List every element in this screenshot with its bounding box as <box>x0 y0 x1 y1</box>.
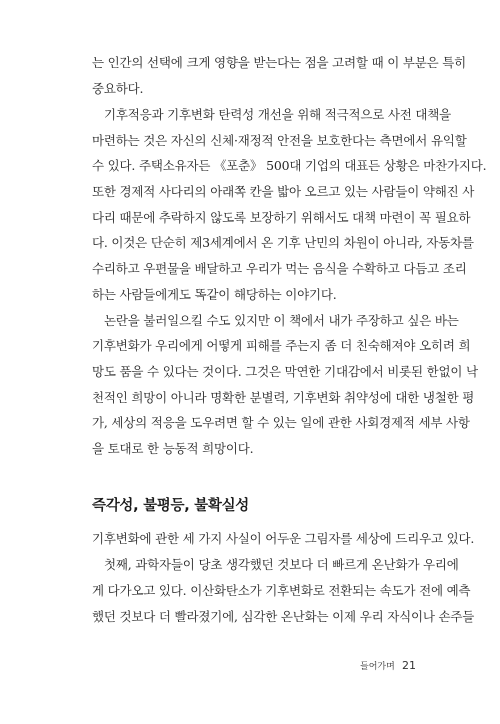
running-footer-chapter: 들어가며 <box>360 662 395 672</box>
body-line: 중요하다. <box>92 81 144 96</box>
section-line: 게 다가오고 있다. 이산화탄소가 기후변화로 전환되는 속도가 전에 예측 <box>92 583 471 598</box>
section-line: 했던 것보다 더 빨라졌기에, 심각한 온난화는 이제 우리 자식이나 손주들 <box>92 609 475 624</box>
page-number: 21 <box>402 659 416 672</box>
body-line: 는 인간의 선택에 크게 영향을 받는다는 점을 고려할 때 이 부분은 특히 <box>92 55 467 70</box>
body-line: 기후변화가 우리에게 어떻게 피해를 주는지 좀 더 친숙해져야 오히려 희 <box>92 338 471 353</box>
body-line: 마련하는 것은 자신의 신체·재정적 안전을 보호한다는 측면에서 유익할 <box>92 133 467 148</box>
body-line: 수리하고 우편물을 배달하고 우리가 먹는 음식을 수확하고 다듬고 조리 <box>92 261 467 276</box>
body-line: 가, 세상의 적응을 도우려면 할 수 있는 일에 관한 사회경제적 세부 사항 <box>92 415 470 430</box>
section-heading: 즉각성, 불평등, 불확실성 <box>92 498 249 514</box>
body-line: 기후적응과 기후변화 탄력성 개선을 위해 적극적으로 사전 대책을 <box>104 107 452 122</box>
body-line: 수 있다. 주택소유자든 《포춘》 500대 기업의 대표든 상황은 마찬가지다. <box>92 158 487 173</box>
body-line: 하는 사람들에게도 똑같이 해당하는 이야기다. <box>92 287 337 302</box>
body-line: 다리 때문에 추락하지 않도록 보장하기 위해서도 대책 마련이 꼭 필요하 <box>92 210 471 225</box>
body-line: 을 토대로 한 능동적 희망이다. <box>92 441 254 456</box>
body-line: 또한 경제적 사다리의 아래쪽 칸을 밟아 오르고 있는 사람들이 약해진 사 <box>92 184 475 199</box>
body-line: 망도 품을 수 있다는 것이다. 그것은 막연한 기대감에서 비롯된 한없이 낙 <box>92 364 478 379</box>
section-line: 기후변화에 관한 세 가지 사실이 어두운 그림자를 세상에 드리우고 있다. <box>92 531 475 546</box>
body-line: 천적인 희망이 아니라 명확한 분별력, 기후변화 취약성에 대한 냉철한 평 <box>92 390 475 405</box>
section-line: 첫째, 과학자들이 당초 생각했던 것보다 더 빠르게 온난화가 우리에 <box>104 557 459 572</box>
body-line: 논란을 불러일으킬 수도 있지만 이 책에서 내가 주장하고 싶은 바는 <box>104 313 459 328</box>
body-line: 다. 이것은 단순히 제3세계에서 온 기후 난민의 차원이 아니라, 자동차를 <box>92 235 474 250</box>
